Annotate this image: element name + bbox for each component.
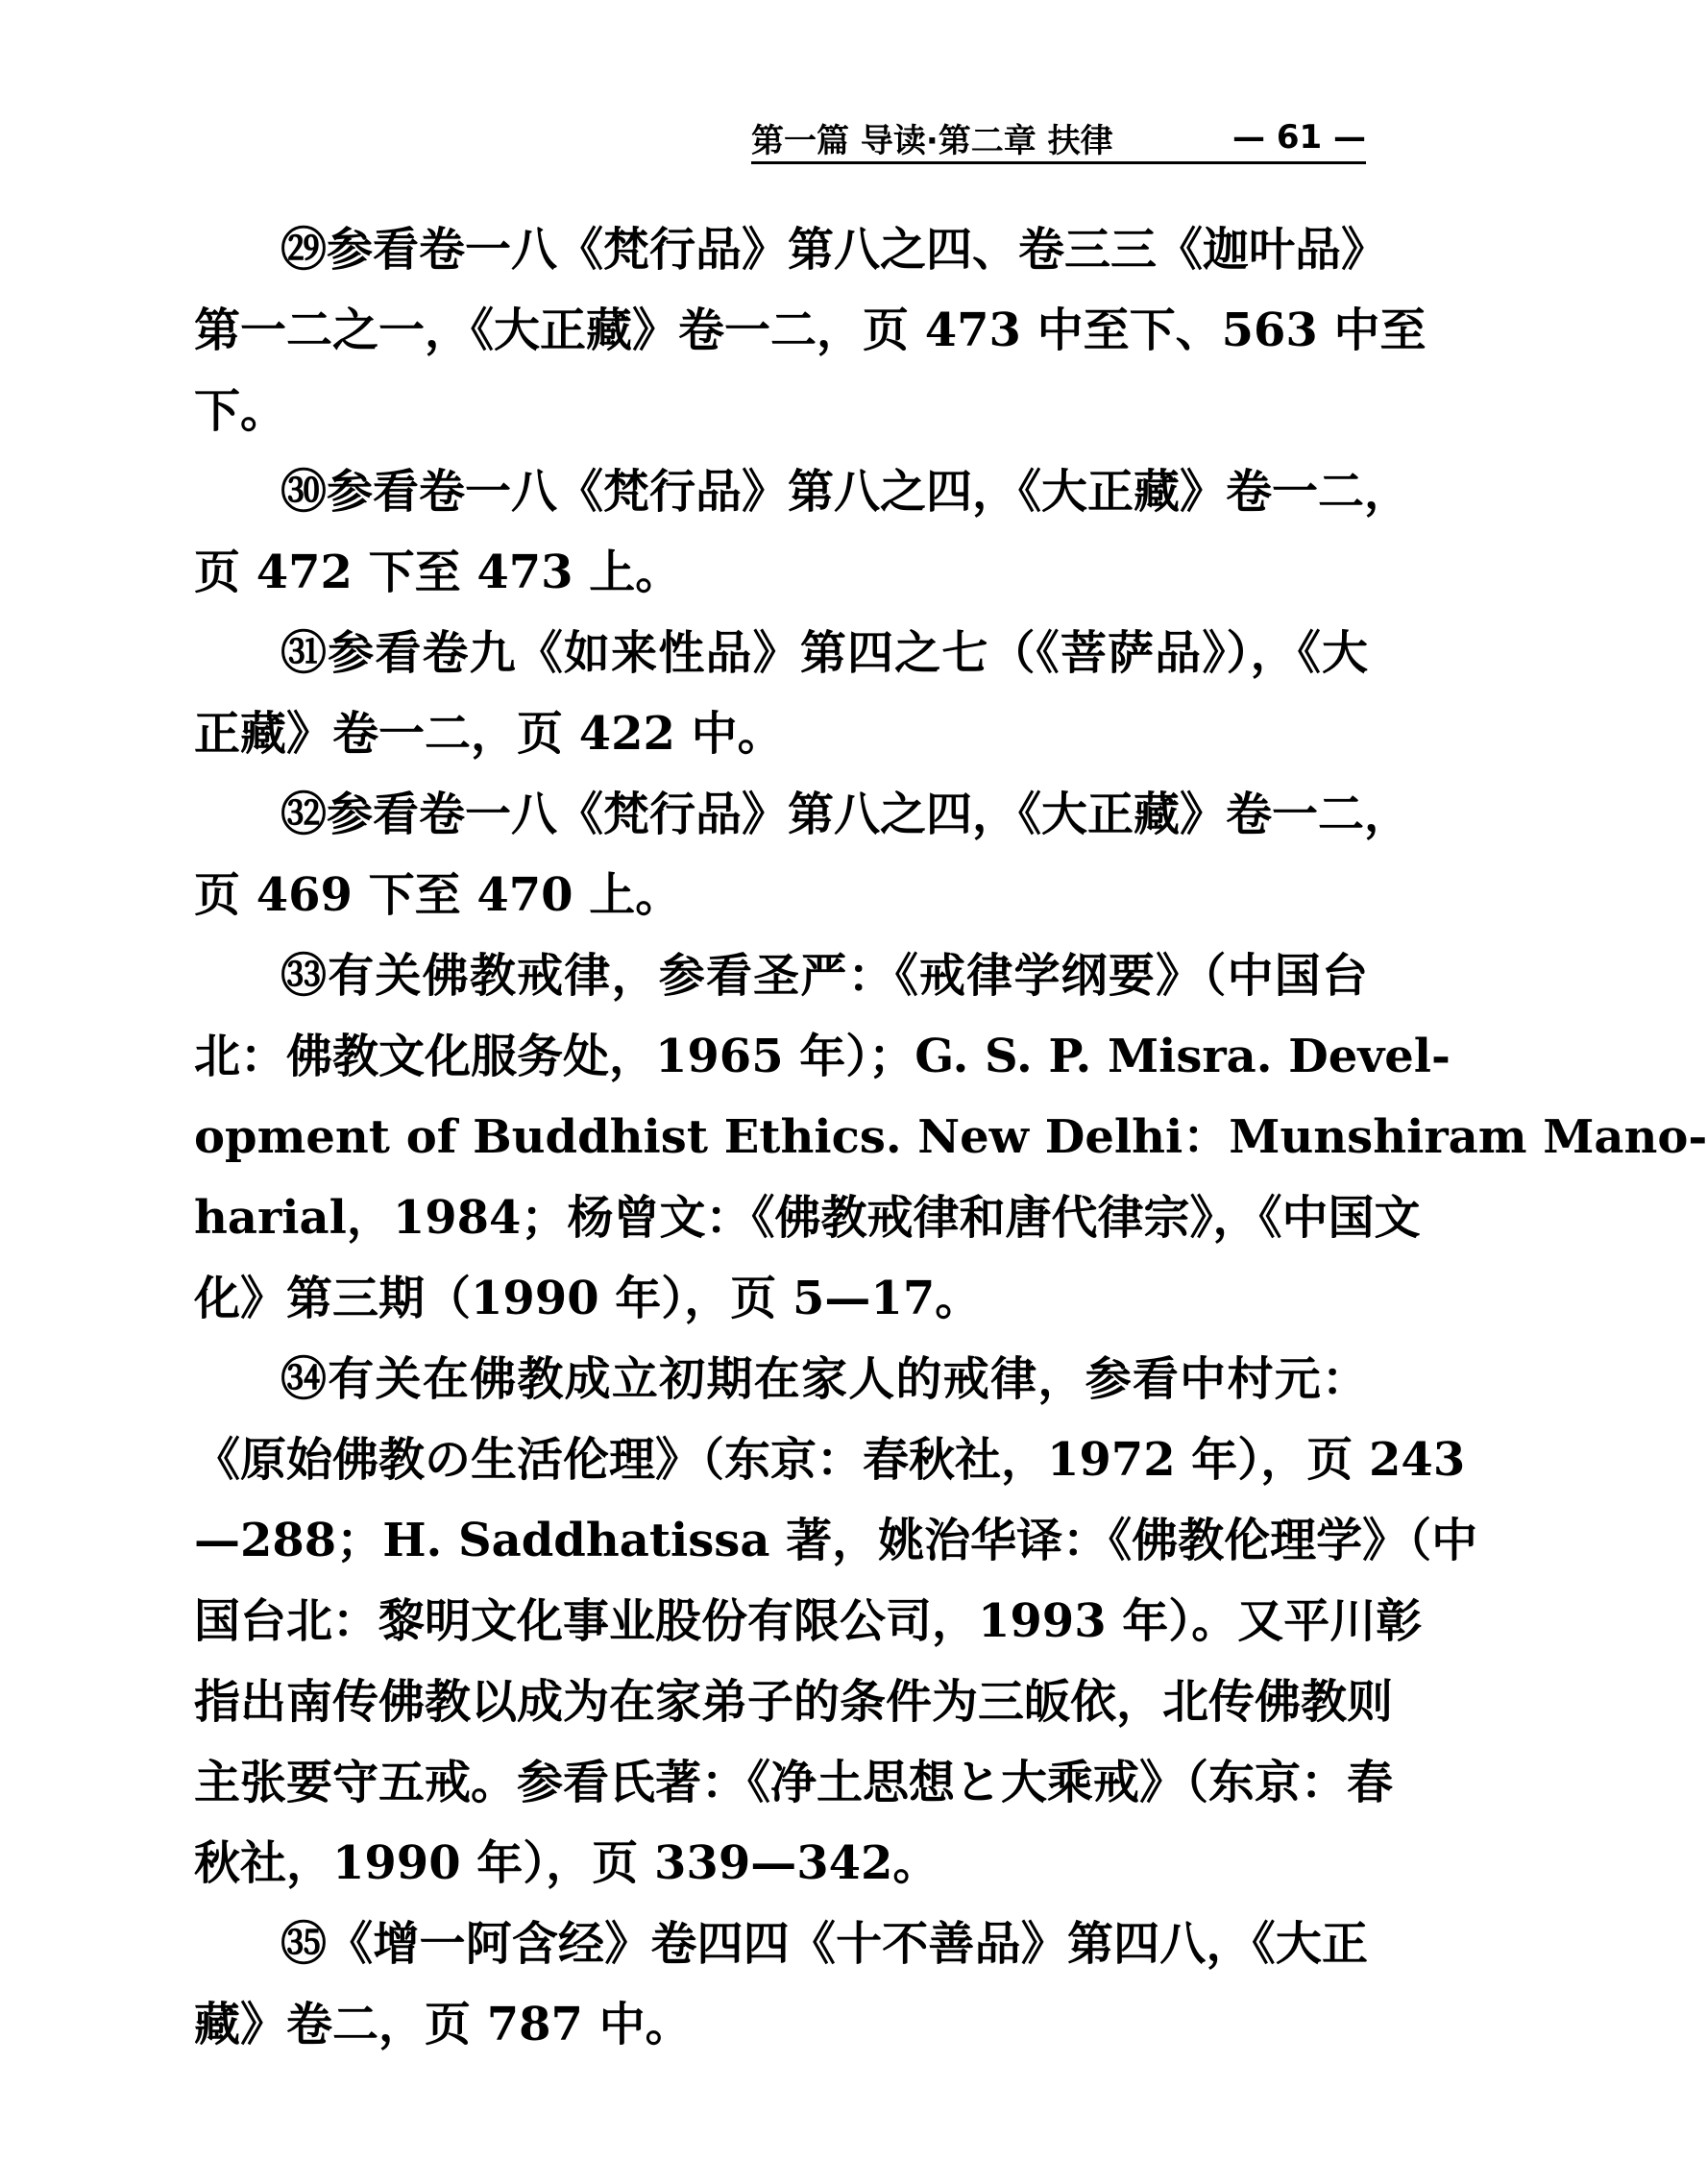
endnote-line: 指出南传佛教以成为在家弟子的条件为三皈依，北传佛教则 [194, 1675, 1394, 1729]
endnote-line: ㉜参看卷一八《梵行品》第八之四，《大正藏》卷一二， [280, 788, 1411, 841]
endnote-line: 北：佛教文化服务处，1965 年）；G. S. P. Misra. Devel- [194, 1030, 1451, 1083]
endnote-line: 正藏》卷一二，页 422 中。 [194, 707, 784, 761]
endnote [194, 451, 1411, 613]
running-header [751, 113, 1366, 161]
endnote-line: 主张要守五戒。参看氏著：《净土思想と大乘戒》（东京：春 [194, 1756, 1394, 1809]
page-number: — 61 — [1232, 118, 1366, 157]
endnote [194, 774, 1411, 935]
endnote-line: ㉚参看卷一八《梵行品》第八之四，《大正藏》卷一二， [280, 465, 1411, 519]
endnote [194, 1339, 1478, 1904]
endnote-line: 页 469 下至 470 上。 [194, 868, 682, 922]
endnote-line: 第一二之一，《大正藏》卷一二，页 473 中至下、563 中至 [194, 303, 1427, 357]
endnote-line: ㉞有关在佛教成立初期在家人的戒律，参看中村元： [280, 1352, 1368, 1406]
endnote [194, 1904, 1368, 2065]
endnote-line: 藏》卷二，页 787 中。 [194, 1998, 692, 2051]
endnote-line: 化》第三期（1990 年），页 5—17。 [194, 1272, 982, 1325]
endnote-line: —288；H. Saddhatissa 著，姚治华译：《佛教伦理学》（中 [194, 1514, 1478, 1567]
endnotes [194, 209, 1707, 2065]
endnote-line: ㉝有关佛教戒律，参看圣严：《戒律学纲要》（中国台 [280, 949, 1368, 1003]
endnote-line: ㉙参看卷一八《梵行品》第八之四、卷三三《迦叶品》 [280, 223, 1388, 277]
header-rule [751, 161, 1366, 164]
endnote [194, 935, 1707, 1339]
endnote [194, 613, 1368, 774]
endnote-line: ㉛参看卷九《如来性品》第四之七（《菩萨品》），《大 [280, 626, 1368, 680]
endnote-line: 国台北：黎明文化事业股份有限公司，1993 年）。又平川彰 [194, 1594, 1423, 1648]
endnote-line: 《原始佛教の生活伦理》（东京：春秋社，1972 年），页 243 [194, 1433, 1466, 1487]
endnote-line: harial，1984；杨曾文：《佛教戒律和唐代律宗》，《中国文 [194, 1191, 1421, 1245]
endnote [194, 209, 1427, 451]
endnote-line: ㉟《增一阿含经》卷四四《十不善品》第四八，《大正 [280, 1917, 1368, 1971]
endnote-line: opment of Buddhist Ethics. New Delhi：Munshiram Mano- [194, 1110, 1707, 1164]
endnote-line: 秋社，1990 年），页 339—342。 [194, 1836, 939, 1890]
endnote-line: 页 472 下至 473 上。 [194, 546, 682, 599]
endnote-line: 下。 [194, 384, 287, 438]
header-title: 第一篇 导读·第二章 扶律 [751, 121, 1113, 160]
